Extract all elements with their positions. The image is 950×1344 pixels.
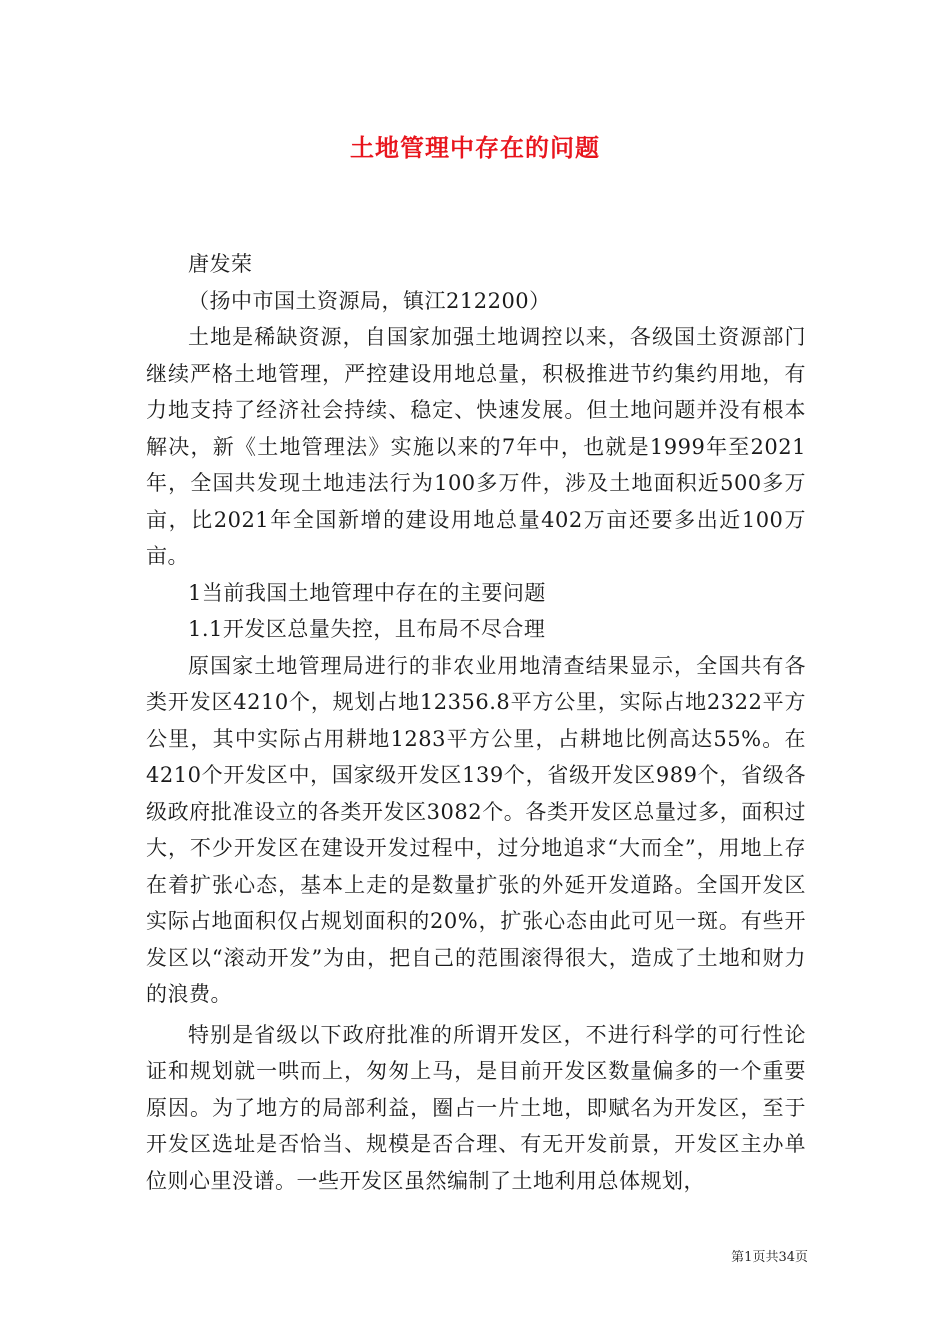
page-number: 第1页共34页 [731, 1250, 808, 1265]
document-title: 土地管理中存在的问题 [350, 133, 600, 162]
author-affiliation: （扬中市国土资源局，镇江212200） [188, 288, 551, 313]
body-paragraph: 原国家土地管理局进行的非农业用地清查结果显示，全国共有各类开发区4210个，规划占地12356.8平方公里，实际占地2322平方公里，其中实际占用耕地1283平方公里，占耕地比例高达55%。在4210个开发区中，国家级开发区139个，省级开发区989个，省级各级政府批准设立的各类开发区3082个。各类开发区总量过多，面积过大，不少开发区在建设开发过程中，过分地追求“大而全”，用地上存在着扩张心态，基本上走的是数量扩张的外延开发道路。全国开发区实际占地面积仅占规划面积的20%，扩张心态由此可见一斑。有些开发区以“滚动开发”为由，把自己的范围滚得很大，造成了土地和财力的浪费。 [146, 653, 806, 1006]
subsection-heading: 1.1开发区总量失控，且布局不尽合理 [188, 617, 546, 641]
section-heading: 1当前我国土地管理中存在的主要问题 [188, 580, 546, 605]
body-paragraph: 土地是稀缺资源，自国家加强土地调控以来，各级国土资源部门继续严格土地管理，严控建设用地总量，积极推进节约集约用地，有力地支持了经济社会持续、稳定、快速发展。但土地问题并没有根本解决，新《土地管理法》实施以来的7年中，也就是1999年至2021年，全国共发现土地违法行为100多万件，涉及土地面积近500多万亩，比2021年全国新增的建设用地总量402万亩还要多出近100万亩。 [146, 325, 806, 568]
document-body [146, 246, 806, 1199]
body-paragraph: 特别是省级以下政府批准的所谓开发区，不进行科学的可行性论证和规划就一哄而上，匆匆上马，是目前开发区数量偏多的一个重要原因。为了地方的局部利益，圈占一片土地，即赋名为开发区，至于开发区选址是否恰当、规模是否合理、有无开发前景，开发区主办单位则心里没谱。一些开发区虽然编制了土地利用总体规划， [146, 1022, 806, 1193]
author-name: 唐发荣 [188, 252, 253, 276]
